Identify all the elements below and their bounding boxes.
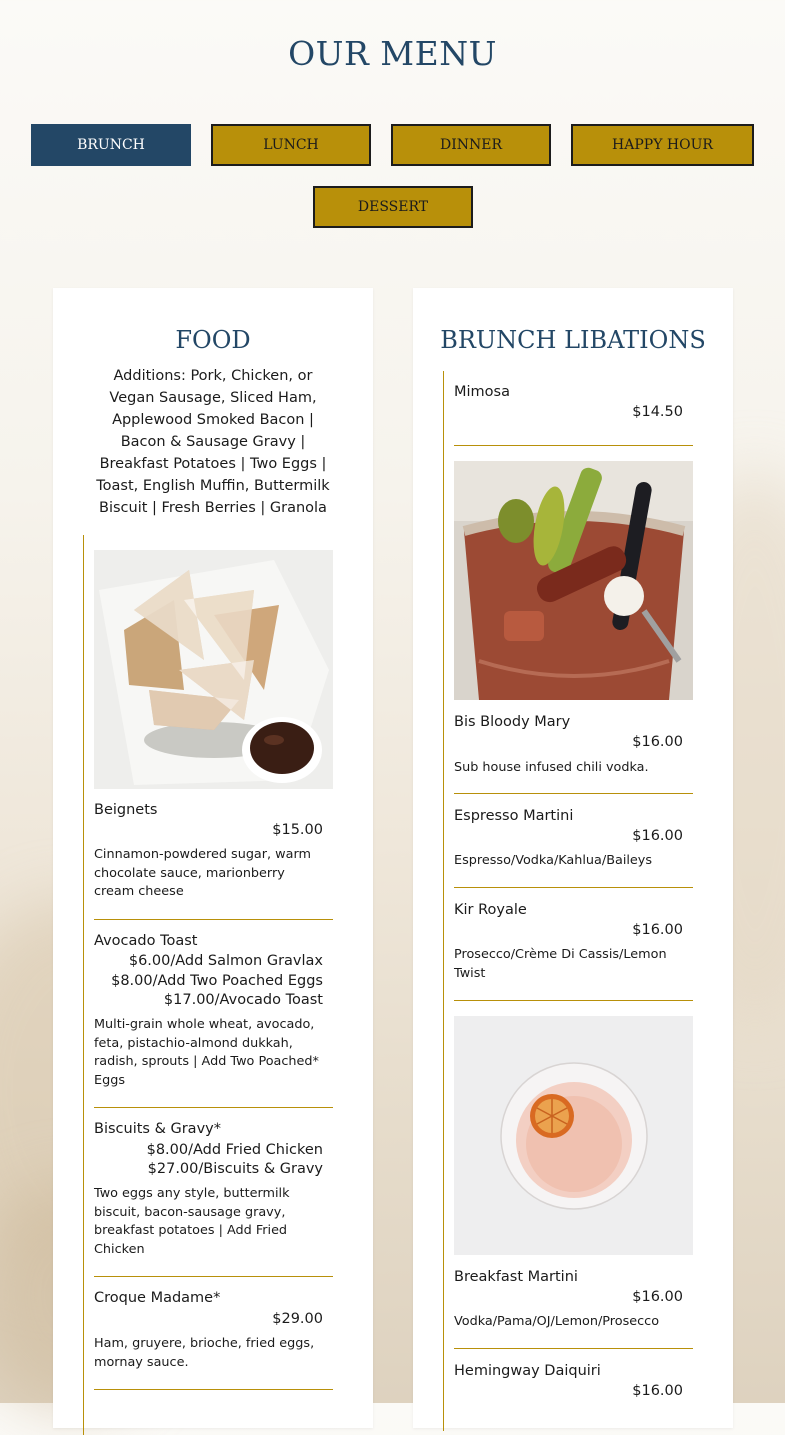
martini-photo <box>454 1016 693 1255</box>
menu-item-name: Espresso Martini <box>454 808 574 824</box>
item-separator <box>94 919 333 920</box>
menu-item-name: Avocado Toast <box>94 933 198 949</box>
tab-happy-hour[interactable]: HAPPY HOUR <box>571 124 754 166</box>
tab-dinner[interactable]: DINNER <box>391 124 551 166</box>
item-separator <box>454 793 693 794</box>
menu-item-price: $16.00 <box>632 922 683 938</box>
menu-item-description: Espresso/Vodka/Kahlua/Baileys <box>454 853 653 868</box>
menu-item-description: Prosecco/Crème Di Cassis/Lemon Twist <box>454 947 667 981</box>
menu-item-price: $8.00/Add Two Poached Eggs <box>111 973 323 989</box>
menu-item-name: Hemingway Daiquiri <box>454 1363 601 1379</box>
menu-item-name: Beignets <box>94 802 158 818</box>
menu-item-price: $16.00 <box>632 828 683 844</box>
menu-item-price: $16.00 <box>632 1289 683 1305</box>
divider-line <box>443 371 444 1431</box>
food-card <box>53 288 373 1428</box>
menu-item-price: $29.00 <box>272 1311 323 1327</box>
tab-dessert[interactable]: DESSERT <box>313 186 473 228</box>
menu-item-price: $14.50 <box>632 404 683 420</box>
item-separator <box>94 1107 333 1108</box>
beignets-photo <box>94 550 333 789</box>
menu-item-name: Kir Royale <box>454 902 527 918</box>
menu-item-description: Sub house infused chili vodka. <box>454 760 649 775</box>
menu-item-price: $15.00 <box>272 822 323 838</box>
item-separator <box>94 1389 333 1390</box>
menu-item-price: $8.00/Add Fried Chicken <box>146 1142 323 1158</box>
menu-item-price: $16.00 <box>632 734 683 750</box>
menu-item-name: Bis Bloody Mary <box>454 714 571 730</box>
tab-lunch[interactable]: LUNCH <box>211 124 371 166</box>
menu-item-price: $17.00/Avocado Toast <box>163 992 323 1008</box>
menu-item-description: Vodka/Pama/OJ/Lemon/Prosecco <box>454 1314 660 1329</box>
menu-item-price: $16.00 <box>632 1383 683 1399</box>
libations-card <box>413 288 733 1428</box>
item-separator <box>454 1348 693 1349</box>
tab-brunch[interactable]: BRUNCH <box>31 124 191 166</box>
menu-item-description: Cinnamon-powdered sugar, warm chocolate sauce, marionberry cream cheese <box>94 847 311 899</box>
menu-item-name: Breakfast Martini <box>454 1269 578 1285</box>
bloody-mary-photo <box>454 461 693 700</box>
item-separator <box>454 1000 693 1001</box>
menu-item-price: $6.00/Add Salmon Gravlax <box>128 953 323 969</box>
food-title: FOOD <box>175 326 251 354</box>
menu-item-name: Mimosa <box>454 384 510 400</box>
item-separator <box>454 445 693 446</box>
food-additions: Additions: Pork, Chicken, or Vegan Sausage, Sliced Ham, Applewood Smoked Bacon | Bacon & Sausage Gravy | Breakfast Potatoes | Two Eggs | Toast, English Muffin, Buttermilk Biscuit | Fresh Berries | Granola <box>96 368 330 516</box>
menu-item-description: Multi-grain whole wheat, avocado, feta, pistachio-almond dukkah, radish, sprouts | Add Two Poached* Eggs <box>94 1017 319 1088</box>
menu-item-name: Croque Madame* <box>94 1290 221 1306</box>
menu-item-description: Ham, gruyere, brioche, fried eggs, mornay sauce. <box>94 1336 315 1370</box>
divider-line <box>83 535 84 1435</box>
item-separator <box>94 1276 333 1277</box>
menu-item-description: Two eggs any style, buttermilk biscuit, bacon-sausage gravy, breakfast potatoes | Add Fried Chicken <box>94 1186 290 1257</box>
menu-item-price: $27.00/Biscuits & Gravy <box>147 1161 323 1177</box>
libations-title: BRUNCH LIBATIONS <box>440 326 706 354</box>
item-separator <box>454 887 693 888</box>
page-title: OUR MENU <box>288 34 497 73</box>
menu-item-name: Biscuits & Gravy* <box>94 1121 221 1137</box>
